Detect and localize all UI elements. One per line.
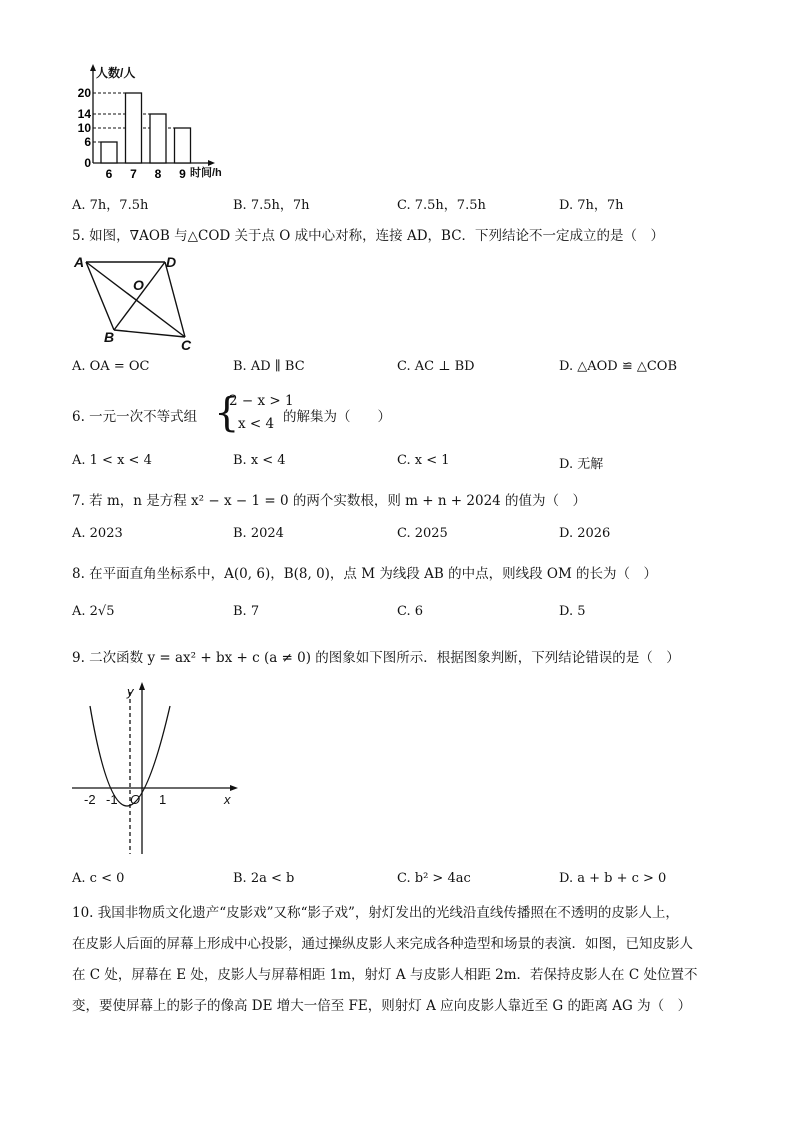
x-tick-label: 9 — [179, 167, 186, 181]
x-axis-label: 时间/h — [190, 167, 222, 179]
y-tick-label: 14 — [77, 107, 91, 121]
q6-brace: { — [214, 390, 240, 436]
x-axis-arrow — [208, 160, 215, 166]
q9-text: 9. 二次函数 y = ax² + bx + c (a ≠ 0) 的图象如下图所示．根据图象判断，下列结论错误的是（ ） — [72, 650, 680, 666]
q9-option-b[interactable]: B. 2a < b — [233, 871, 295, 886]
x-tick-label: 7 — [130, 167, 137, 181]
q7-option-a[interactable]: A. 2023 — [72, 526, 123, 541]
q5-option-c[interactable]: C. AC ⊥ BD — [397, 359, 475, 374]
q10-line-1: 10. 我国非物质文化遗产“皮影戏”又称“影子戏”，射灯发出的光线沿直线传播照在不透明的皮影人上， — [72, 905, 679, 921]
q10-line-4: 变，要使屏幕上的影子的像高 DE 增大一倍至 FE，则射灯 A 应向皮影人靠近至 G 的距离 AG 为（ ） — [72, 998, 692, 1014]
q4-option-c[interactable]: C. 7.5h，7.5h — [397, 198, 486, 213]
bar — [150, 114, 166, 163]
point-d-label: D — [166, 254, 177, 270]
bar — [126, 93, 142, 163]
bar — [101, 142, 117, 163]
q6-option-b[interactable]: B. x < 4 — [233, 453, 286, 468]
q8-option-d[interactable]: D. 5 — [559, 604, 586, 619]
y-axis-label: 人数/人 — [96, 66, 136, 80]
q7-option-d[interactable]: D. 2026 — [559, 526, 611, 541]
q4-option-a[interactable]: A. 7h，7.5h — [72, 198, 149, 213]
bar — [175, 128, 191, 163]
q6-option-d[interactable]: D. 无解 — [559, 457, 604, 472]
q6-inequality-1: 2 − x > 1 — [229, 393, 294, 409]
q5-option-a[interactable]: A. OA = OC — [72, 359, 150, 374]
q5-option-d[interactable]: D. △AOD ≌ △COB — [559, 359, 678, 374]
y-arrow-icon — [139, 682, 145, 690]
q7-option-b[interactable]: B. 2024 — [233, 526, 284, 541]
q10-line-2: 在皮影人后面的屏幕上形成中心投影，通过操纵皮影人来完成各种造型和场景的表演．如图，已知皮影人 — [72, 936, 693, 952]
q8-option-b[interactable]: B. 7 — [233, 604, 260, 619]
y-tick-label: 10 — [77, 121, 91, 135]
point-a-label: A — [74, 254, 85, 270]
q8-option-a[interactable]: A. 2√5 — [72, 604, 115, 619]
point-o-label: O — [133, 277, 144, 293]
y-tick-label: 6 — [84, 135, 91, 149]
tick-neg1: -1 — [106, 792, 118, 807]
bar-chart — [60, 62, 230, 184]
q9-option-c[interactable]: C. b² > 4ac — [397, 871, 471, 886]
q9-option-a[interactable]: A. c < 0 — [72, 871, 125, 886]
q4-option-b[interactable]: B. 7.5h，7h — [233, 198, 310, 213]
q5-figure — [70, 248, 210, 352]
x-arrow-icon — [230, 785, 238, 791]
parabola-graph — [66, 678, 246, 860]
segment-bd — [114, 262, 165, 330]
q8-text: 8. 在平面直角坐标系中，A(0, 6)，B(8, 0)，点 M 为线段 AB 的中点，则线段 OM 的长为（ ） — [72, 566, 658, 582]
q9-option-d[interactable]: D. a + b + c > 0 — [559, 871, 667, 886]
segment-dc — [165, 262, 185, 337]
q5-text: 5. 如图，∇AOB 与△COD 关于点 O 成中心对称，连接 AD，BC．下列结论不一定成立的是（ ） — [72, 228, 665, 244]
tick-1: 1 — [159, 792, 167, 807]
q10-line-3: 在 C 处，屏幕在 E 处，皮影人与屏幕相距 1m，射灯 A 与皮影人相距 2m．若保持皮影人在 C 处位置不 — [72, 967, 698, 983]
y-tick-label: 20 — [77, 86, 91, 100]
q6-inequality-2: x < 4 — [238, 416, 275, 432]
tick-neg2: -2 — [84, 792, 96, 807]
q4-option-d[interactable]: D. 7h，7h — [559, 198, 624, 213]
point-c-label: C — [181, 337, 192, 352]
y-tick-label: 0 — [84, 156, 91, 170]
q6-suffix: 的解集为（ ） — [283, 409, 391, 425]
y-axis-letter: y — [127, 684, 134, 699]
q6-prefix: 6. 一元一次不等式组 — [72, 409, 198, 425]
q7-option-c[interactable]: C. 2025 — [397, 526, 448, 541]
point-b-label: B — [104, 329, 115, 345]
segment-bc — [114, 330, 185, 337]
q6-option-c[interactable]: C. x < 1 — [397, 453, 450, 468]
q7-text: 7. 若 m，n 是方程 x² − x − 1 = 0 的两个实数根，则 m + n + 2024 的值为（ ） — [72, 493, 587, 509]
x-tick-label: 8 — [154, 167, 162, 181]
q8-option-c[interactable]: C. 6 — [397, 604, 424, 619]
origin-label: O — [130, 792, 141, 807]
q6-option-a[interactable]: A. 1 < x < 4 — [72, 453, 152, 468]
x-tick-label: 6 — [105, 167, 113, 181]
q5-option-b[interactable]: B. AD ∥ BC — [233, 359, 305, 374]
x-axis-letter: x — [224, 792, 231, 807]
